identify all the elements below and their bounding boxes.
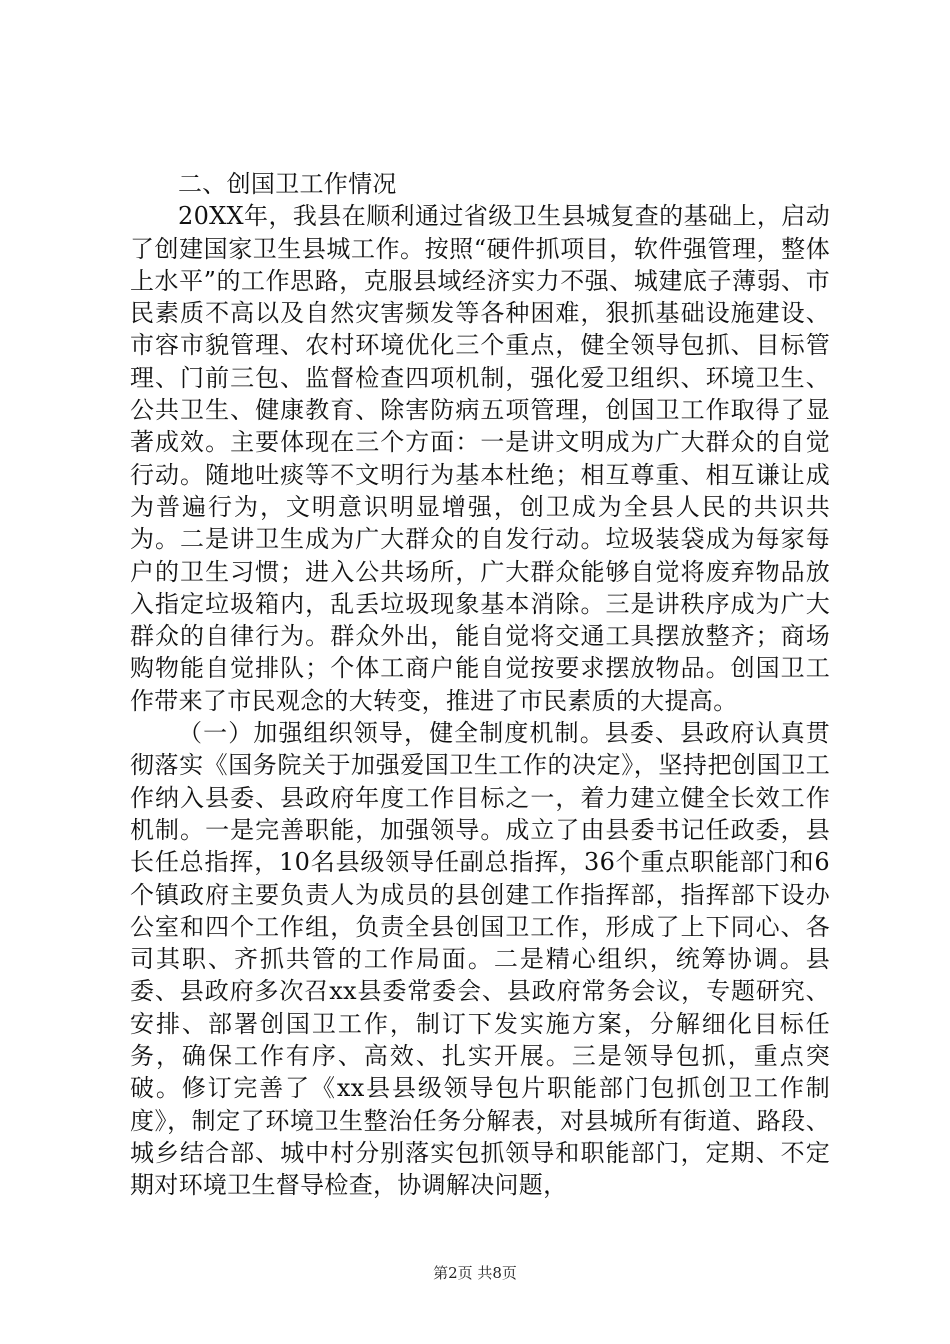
document-body bbox=[130, 168, 830, 1202]
page-number-footer: 第2页 共8页 bbox=[433, 1264, 517, 1282]
section-heading: 二、创国卫工作情况 bbox=[178, 170, 397, 198]
paragraph-overview: 20XX年，我县在顺利通过省级卫生县城复查的基础上，启动了创建国家卫生县城工作。按照“硬件抓项目，软件强管理，整体上水平”的工作思路，克服县域经济实力不强、城建底子薄弱、市民素质不高以及自然灾害频发等各种困难，狠抓基础设施建设、市容市貌管理、农村环境优化三个重点，健全领导包抓、目标管理、门前三包、监督检查四项机制，强化爱卫组织、环境卫生、公共卫生、健康教育、除害防病五项管理，创国卫工作取得了显著成效。主要体现在三个方面：一是讲文明成为广大群众的自觉行动。随地吐痰等不文明行为基本杜绝；相互尊重、相互谦让成为普遍行为，文明意识明显增强，创卫成为全县人民的共识共为。二是讲卫生成为广大群众的自发行动。垃圾装袋成为每家每户的卫生习惯；进入公共场所，广大群众能够自觉将废弃物品放入指定垃圾箱内，乱丢垃圾现象基本消除。三是讲秩序成为广大群众的自律行为。群众外出，能自觉将交通工具摆放整齐；商场购物能自觉排队；个体工商户能自觉按要求摆放物品。创国卫工作带来了市民观念的大转变，推进了市民素质的大提高。 bbox=[130, 202, 830, 715]
paragraph-organization: （一）加强组织领导，健全制度机制。县委、县政府认真贯彻落实《国务院关于加强爱国卫生工作的决定》，坚持把创国卫工作纳入县委、县政府年度工作目标之一，着力建立健全长效工作机制。一是完善职能，加强领导。成立了由县委书记任政委，县长任总指挥，10名县级领导任副总指挥，36个重点职能部门和6个镇政府主要负责人为成员的县创建工作指挥部，指挥部下设办公室和四个工作组，负责全县创国卫工作，形成了上下同心、各司其职、齐抓共管的工作局面。二是精心组织，统筹协调。县委、县政府多次召xx县委常委会、县政府常务会议，专题研究、安排、部署创国卫工作，制订下发实施方案，分解细化目标任务，确保工作有序、高效、扎实开展。三是领导包抓，重点突破。修订完善了《xx县县级领导包片职能部门包抓创卫工作制度》，制定了环境卫生整治任务分解表，对县城所有街道、路段、城乡结合部、城中村分别落实包抓领导和职能部门，定期、不定期对环境卫生督导检查，协调解决问题， bbox=[130, 719, 830, 1200]
